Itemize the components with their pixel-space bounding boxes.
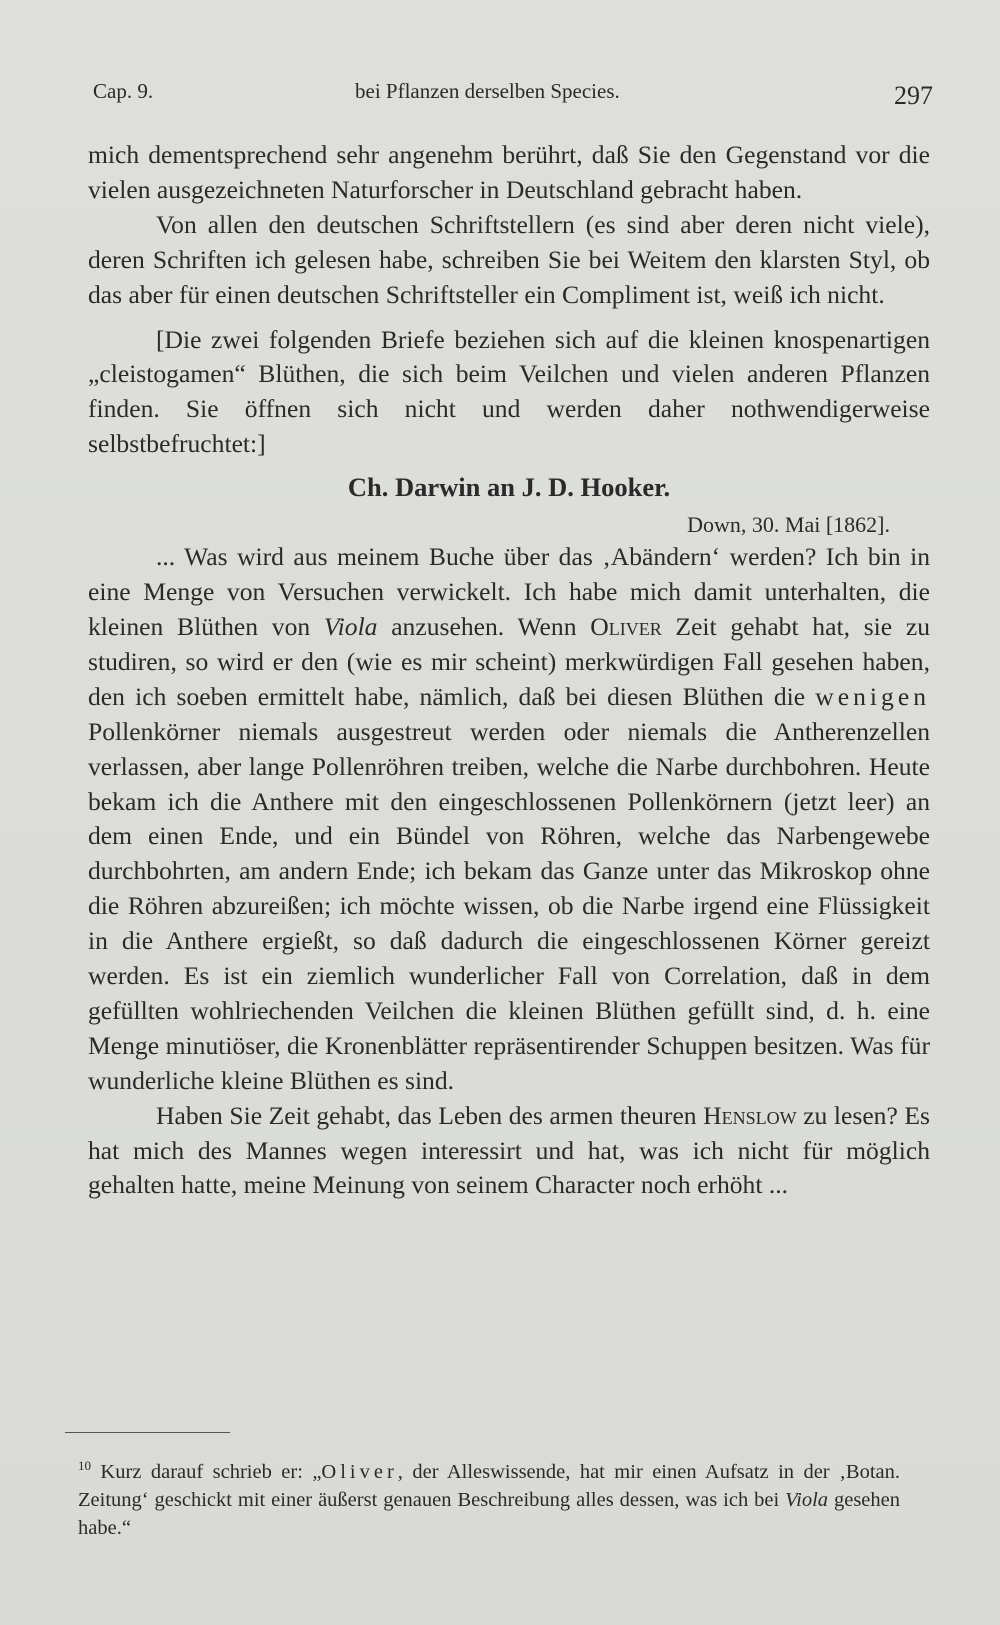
footnote-text-c: gesehen habe.“: [78, 1488, 900, 1539]
page-number: 297: [894, 81, 933, 110]
letter-text-c: Zeit gehabt hat, sie zu studiren, so wird er den (wie es mir scheint) merkwürdigen Fall gesehen haben, den ich soeben ermittelt habe, nämlich, daß bei diesen Blüthen die: [88, 611, 930, 711]
main-text: [88, 138, 930, 1203]
henslow-name: Henslow: [703, 1100, 797, 1130]
oliver-name: Oliver: [590, 611, 662, 641]
letter-text-d: Pollenkörner niemals ausgestreut werden oder niemals die Antherenzellen verlassen, aber lange Pollenröhren treiben, welche die Narbe durchbohren. Heute bekam ich die Anthere mit den eingeschlossenen Pollenkörnern (jetzt leer) an dem einen Ende, und ein Bündel von Röhren, welche das Narbengewebe durchbohrten, am andern Ende; ich bekam das Ganze unter das Mikroskop ohne die Röhren abzureißen; ich möchte wissen, ob die Narbe irgend eine Flüssigkeit in die Anthere ergießt, so daß dadurch die eingeschlossenen Körner gereizt werden. Es ist ein ziemlich wunderlicher Fall von Correlation, daß in dem gefüllten wohlriechenden Veilchen die kleinen Blüthen gefüllt sind, d. h. eine Menge minutiöser, die Kronenblätter repräsentirender Schuppen besitzen. Was für wunderliche kleine Blüthen es sind.: [88, 716, 930, 1095]
footnote-rule: [65, 1432, 230, 1433]
letter-text-a: ... Was wird aus meinem Buche über das ‚Abändern‘ werden? Ich bin in eine Menge von Versuchen verwickelt. Ich habe mich damit unterhalten, die kleinen Blüthen von: [88, 542, 930, 641]
footnote-number: 10: [78, 1458, 91, 1473]
chapter-label: Cap. 9.: [93, 79, 154, 103]
letter2-text-a: Haben Sie Zeit gehabt, das Leben des armen theuren: [156, 1100, 704, 1130]
footnote: [78, 1452, 900, 1542]
letter-heading: Ch. Darwin an J. D. Hooker.: [347, 472, 671, 503]
footnote-oliver: Oliver: [321, 1460, 398, 1483]
footnote-text-a: Kurz darauf schrieb er: „: [91, 1460, 322, 1483]
footnote-text-b: , der Alleswissende, hat mir einen Aufsatz in der ‚Botan. Zeitung‘ geschickt mit einer äußerst genauen Beschreibung alles dessen, was ich bei: [78, 1460, 900, 1511]
wenigen-spaced: wenigen: [815, 681, 930, 711]
running-title: bei Pflanzen derselben Species.: [355, 79, 620, 103]
viola-italic: Viola: [323, 611, 378, 641]
running-header: [93, 75, 933, 115]
footnote-viola: Viola: [785, 1488, 829, 1511]
paragraph-letter-body-2: [88, 1099, 930, 1204]
letter-text-b: anzusehen. Wenn: [377, 611, 591, 641]
paragraph-1: mich dementsprechend sehr angenehm berührt, daß Sie den Gegenstand vor die vielen ausgezeichneten Naturforscher in Deutschland gebracht haben.: [88, 140, 930, 204]
paragraph-editorial-note: [Die zwei folgenden Briefe beziehen sich auf die kleinen knospenartigen „cleistogamen“ Blüthen, die sich beim Veilchen und vielen anderen Pflanzen finden. Sie öffnen sich nicht und werden daher nothwendigerweise selbstbefruchtet:]: [88, 324, 930, 459]
letter2-text-b: zu lesen? Es hat mich des Mannes wegen interessirt und hat, was ich nicht für möglich gehalten hatte, meine Meinung von seinem Character noch erhöht ...: [88, 1100, 930, 1200]
letter-dateline: Down, 30. Mai [1862].: [687, 512, 890, 538]
paragraph-2: Von allen den deutschen Schriftstellern (es sind aber deren nicht viele), deren Schriften ich gelesen habe, schreiben Sie bei Weitem den klarsten Styl, ob das aber für einen deutschen Schriftsteller ein Compliment ist, weiß ich nicht.: [88, 209, 930, 309]
paragraph-letter-body: [88, 540, 930, 1099]
